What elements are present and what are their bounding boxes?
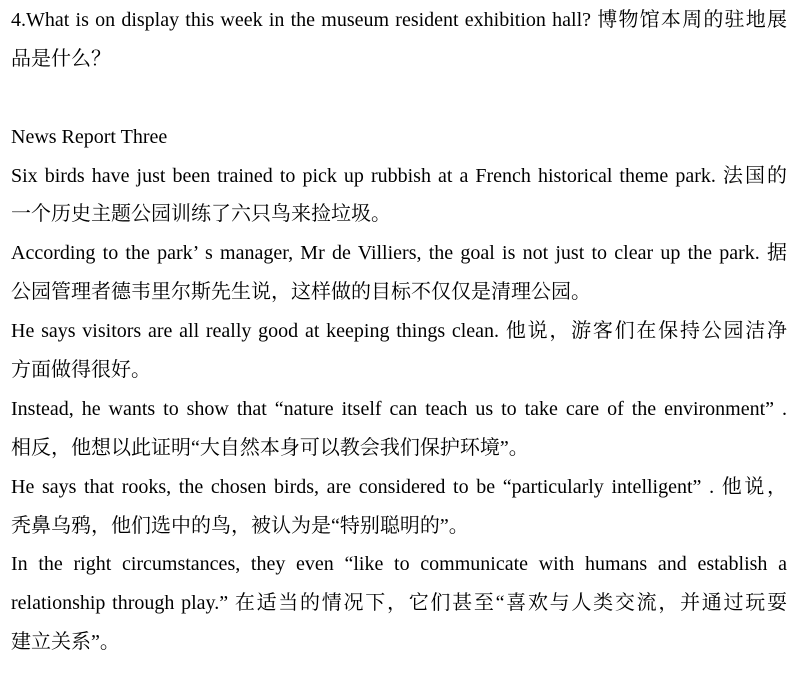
paragraph-news-sentence-6: [11, 545, 787, 662]
text-line: He says that rooks, the chosen birds, are considered to be “particularly intelligent” . 他说，: [11, 475, 787, 498]
text-line: relationship through play.” 在适当的情况下，它们甚至“喜欢与人类交流，并通过玩耍: [11, 592, 787, 615]
section-heading: News Report Three: [11, 125, 168, 148]
text-line: In the right circumstances, they even “like to communicate with humans and establish a: [11, 553, 787, 576]
text-line: According to the park’ s manager, Mr de Villiers, the goal is not just to clear up the park. 据: [11, 242, 787, 265]
blank-line: [11, 79, 787, 118]
text-line: He says visitors are all really good at keeping things clean. 他说，游客们在保持公园洁净: [11, 320, 787, 343]
paragraph-news-sentence-1: [11, 157, 787, 235]
paragraph-news-sentence-5: [11, 468, 787, 546]
paragraph-news-sentence-3: [11, 312, 787, 390]
text-line: 公园管理者德韦里尔斯先生说，这样做的目标不仅仅是清理公园。: [11, 281, 591, 304]
text-line: 一个历史主题公园训练了六只鸟来捡垃圾。: [11, 203, 391, 226]
text-line: Instead, he wants to show that “nature itself can teach us to take care of the environment” .: [11, 397, 787, 420]
text-line: 相反，他想以此证明“大自然本身可以教会我们保护环境”。: [11, 436, 529, 459]
text-line: Six birds have just been trained to pick up rubbish at a French historical theme park. 法国的: [11, 164, 787, 187]
paragraph-heading-news-report-three: [11, 118, 787, 157]
paragraph-news-sentence-2: [11, 234, 787, 312]
paragraph-question-4: [11, 1, 787, 79]
text-line: 建立关系”。: [11, 631, 120, 654]
text-line: 方面做得很好。: [11, 359, 151, 382]
paragraph-news-sentence-4: [11, 390, 787, 468]
text-line: 4.What is on display this week in the museum resident exhibition hall? 博物馆本周的驻地展: [11, 9, 787, 31]
text-line: 秃鼻乌鸦，他们选中的鸟，被认为是“特别聪明的”。: [11, 514, 469, 537]
text-line: 品是什么？: [11, 47, 111, 70]
